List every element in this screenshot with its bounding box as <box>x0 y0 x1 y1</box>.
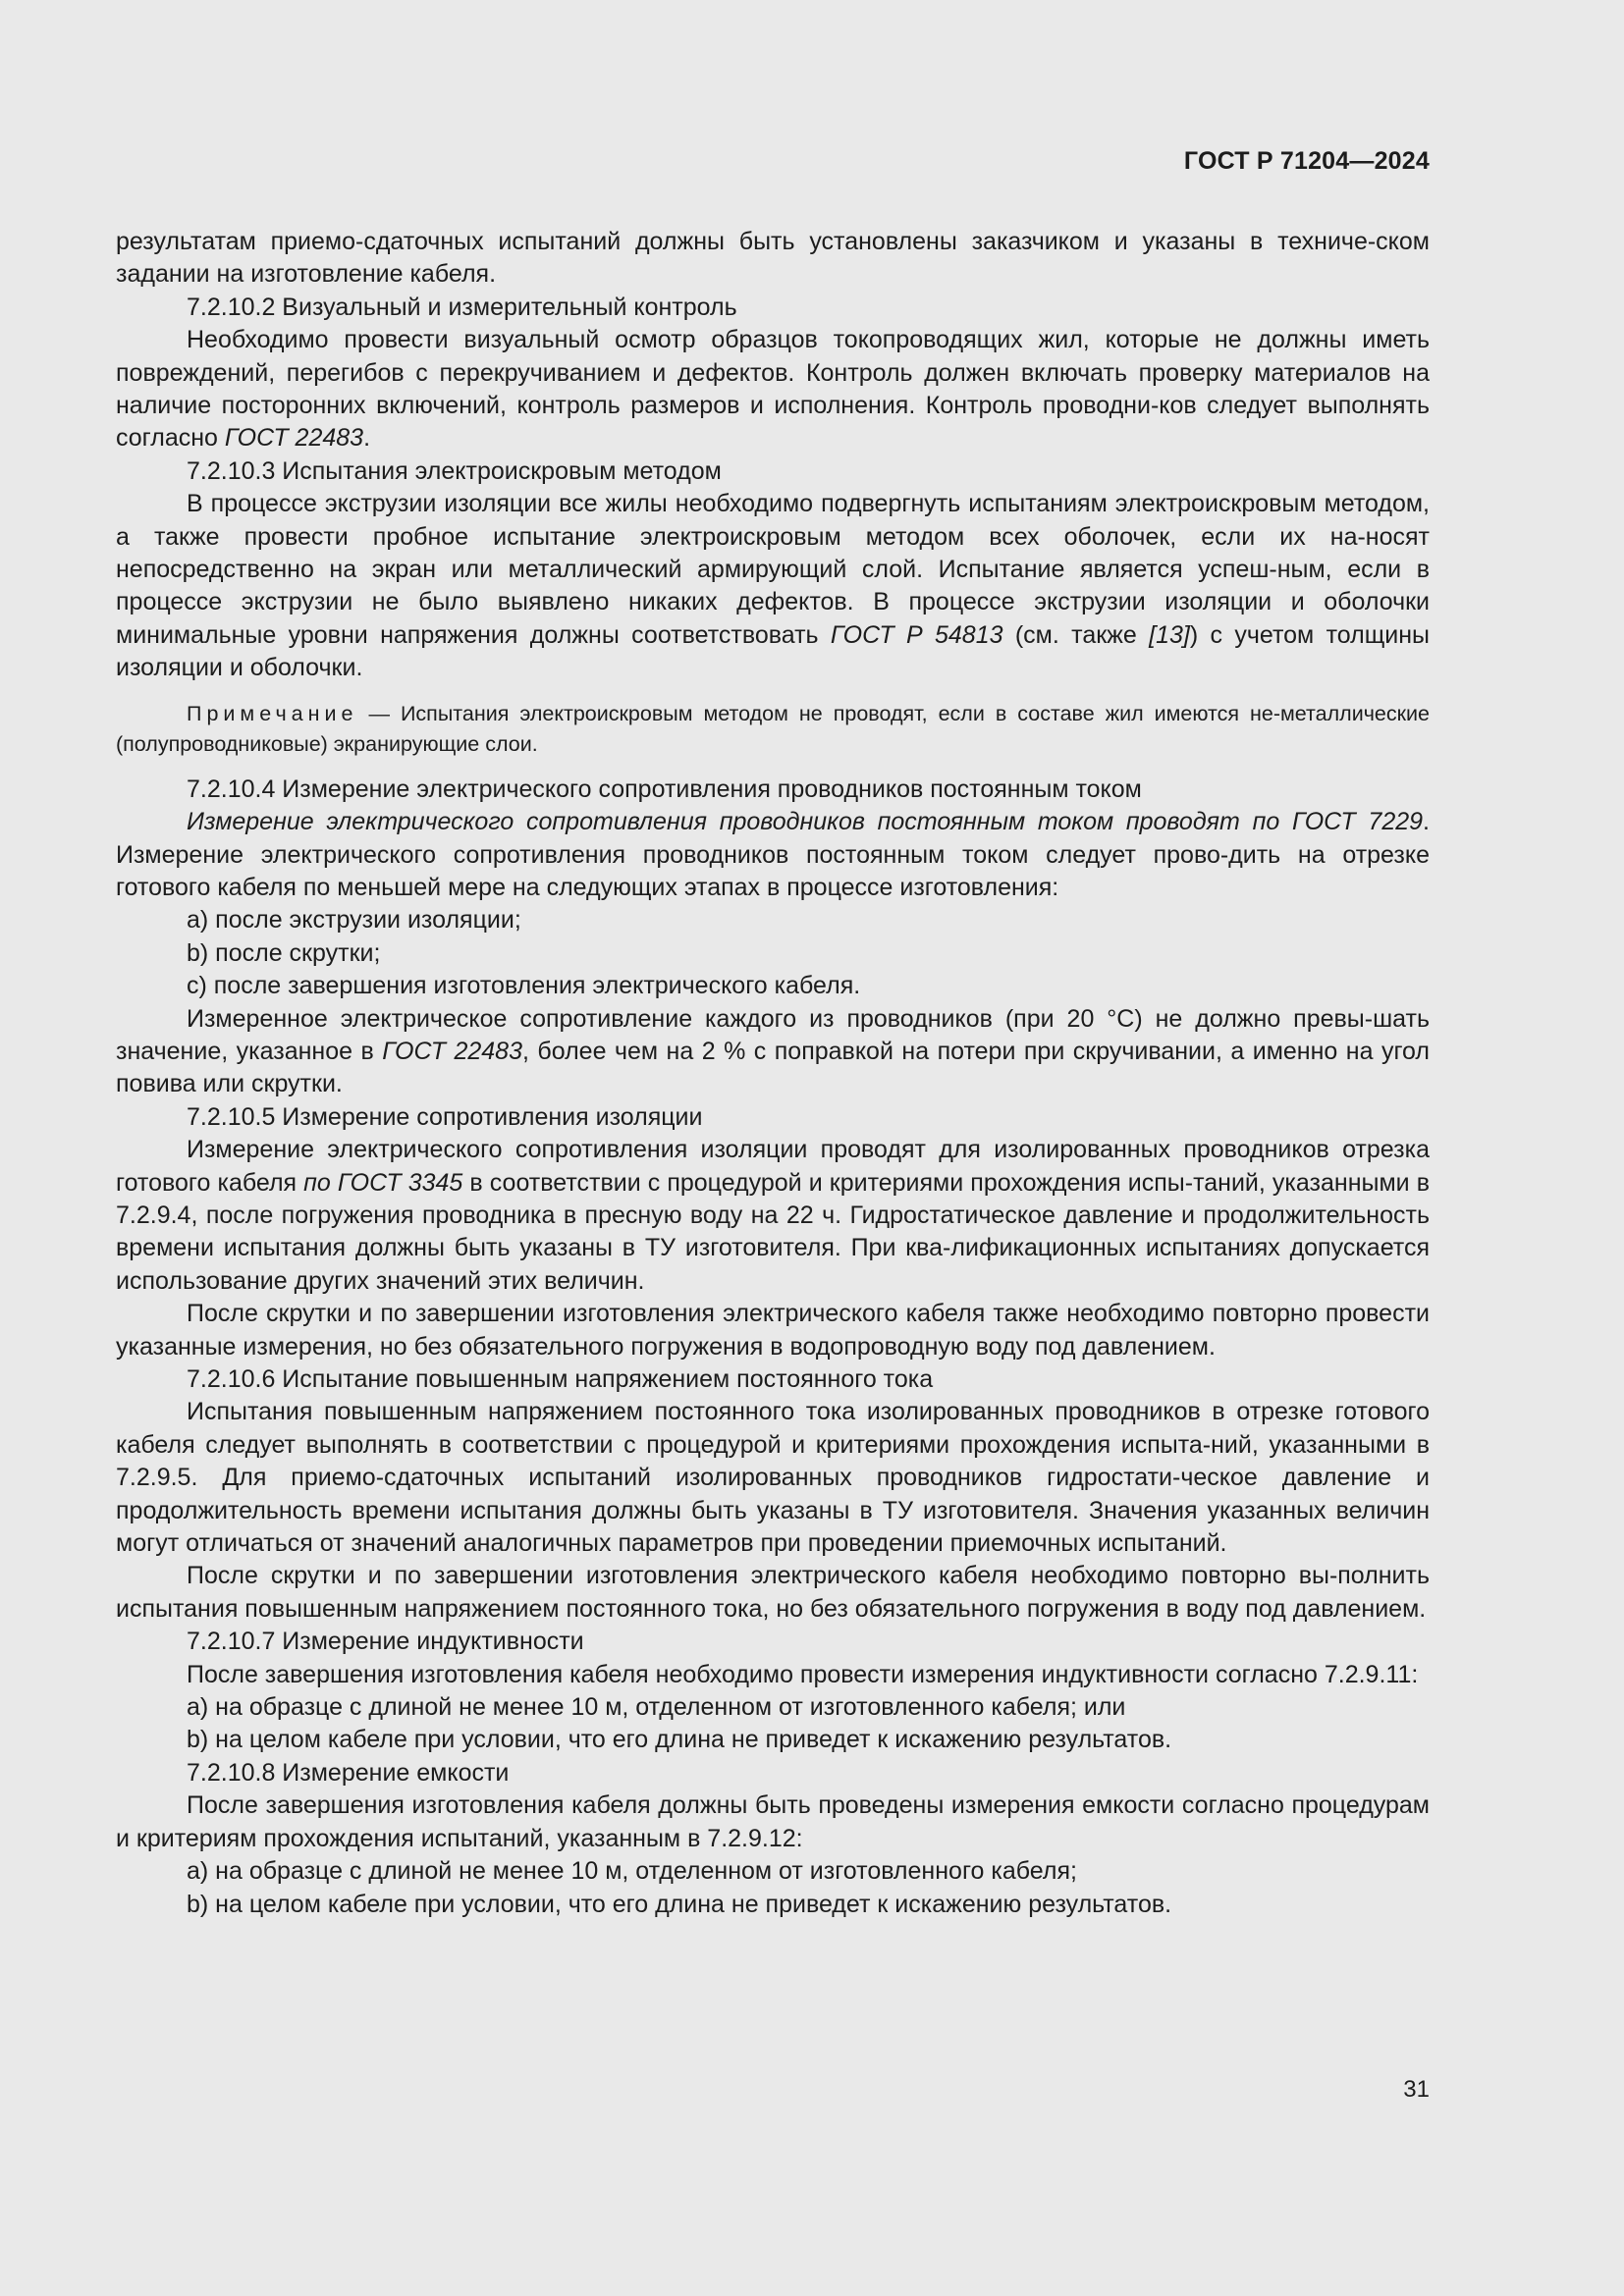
text-fragment: (см. также <box>1002 620 1150 649</box>
bibliography-reference: [13] <box>1149 620 1190 649</box>
section-heading-7-2-10-6: 7.2.10.6 Испытание повышенным напряжением постоянного тока <box>187 1365 934 1393</box>
page-number: 31 <box>1403 2076 1430 2103</box>
page-body <box>116 226 1430 1921</box>
list-item: a) после экструзии изоляции; <box>187 906 521 934</box>
paragraph-conductor-resistance <box>116 806 1430 904</box>
text-fragment: Измеренное электрическое сопротивление каждого из проводников (при 20 °C) не должно превы-шать значение, указанное в <box>116 1004 1430 1065</box>
paragraph-inductance: После завершения изготовления кабеля необходимо провести измерения индуктивности согласно 7.2.9.11: <box>187 1660 1419 1688</box>
list-item: b) на целом кабеле при условии, что его длина не приведет к искажению результатов. <box>187 1726 1172 1754</box>
section-heading-7-2-10-4: 7.2.10.4 Измерение электрического сопротивления проводников постоянным током <box>187 774 1142 803</box>
text-fragment: Измерение электрического сопротивления изоляции проводят для изолированных проводников отрезка готового кабеля <box>116 1136 1430 1197</box>
section-heading-7-2-10-8: 7.2.10.8 Измерение емкости <box>187 1758 510 1787</box>
text-fragment: Необходимо провести визуальный осмотр образцов токопроводящих жил, которые не должны иметь повреждений, перегибов с перекручиванием и дефектов. Контроль должен включать проверку материалов на наличие посторонних включений, контроль размеров и исполнения. Контроль проводни-ков следует выполнять согласно <box>116 326 1430 453</box>
paragraph-spark-test <box>116 488 1430 684</box>
text-fragment: , более чем на 2 % с поправкой на потери при скручивании, а именно на угол повива или скрутки. <box>116 1037 1430 1098</box>
text-fragment: . Измерение электрического сопротивления проводников постоянным током следует прово-дить на отрезке готового кабеля по меньшей мере на следующих этапах в процессе изготовления: <box>116 808 1430 901</box>
text-fragment: . <box>363 424 371 453</box>
list-item: c) после завершения изготовления электрического кабеля. <box>187 972 861 1000</box>
note-dash: — <box>357 701 401 725</box>
section-heading-7-2-10-2: 7.2.10.2 Визуальный и измерительный контроль <box>187 293 737 321</box>
text-fragment: в соответствии с процедурой и критериями прохождения испы-таний, указанными в 7.2.9.4, после погружения проводника в пресную воду на 22 ч. Гидростатическое давление и продолжительность времени испытания должны быть указаны в ТУ изготовителя. При ква-лификационных испытаниях допускается использование других значений этих величин. <box>116 1168 1430 1295</box>
document-header-id: ГОСТ Р 71204—2024 <box>1183 147 1430 175</box>
list-item: a) на образце с длиной не менее 10 м, отделенном от изготовленного кабеля; <box>187 1857 1077 1886</box>
italic-text: Измерение электрического сопротивления проводников постоянным током проводят по ГОСТ 7229 <box>187 808 1424 836</box>
section-heading-7-2-10-3: 7.2.10.3 Испытания электроискровым методом <box>187 456 722 485</box>
paragraph-continuation: результатам приемо-сдаточных испытаний должны быть установлены заказчиком и указаны в техниче-ском задании на изготовление кабеля. <box>116 228 1430 289</box>
section-heading-7-2-10-7: 7.2.10.7 Измерение индуктивности <box>187 1628 584 1656</box>
paragraph-dc-voltage-test: Испытания повышенным напряжением постоянного тока изолированных проводников в отрезке готового кабеля следует выполнять в соответствии с процедурой и критериями прохождения испыта-ний, указанными в 7.2.9.5. Для приемо-сдаточных испытаний изолированных проводников гидростати-ческое давление и продолжительность времени испытания должны быть указаны в ТУ изготовителя. Значения указанных величин могут отличаться от значений аналогичных параметров при проведении приемочных испытаний. <box>116 1398 1430 1558</box>
standard-reference: по ГОСТ 3345 <box>303 1168 463 1197</box>
list-item: b) на целом кабеле при условии, что его длина не приведет к искажению результатов. <box>187 1890 1172 1918</box>
paragraph-insulation-resistance <box>116 1134 1430 1298</box>
list-item: b) после скрутки; <box>187 938 381 967</box>
text-fragment: ) с учетом толщины изоляции и оболочки. <box>116 620 1431 682</box>
paragraph-dc-voltage-repeat: После скрутки и по завершении изготовления электрического кабеля необходимо повторно вы-полнить испытания повышенным напряжением постоянного тока, но без обязательного погружения в воду под давлением. <box>116 1562 1430 1623</box>
paragraph-repeat-measurements: После скрутки и по завершении изготовления электрического кабеля также необходимо повторно провести указанные измерения, но без обязательного погружения в водопроводную воду под давлением. <box>116 1300 1430 1361</box>
standard-reference: ГОСТ Р 54813 <box>830 620 1003 649</box>
note-paragraph <box>116 699 1430 760</box>
note-label: Примечание <box>187 701 358 725</box>
list-item: a) на образце с длиной не менее 10 м, отделенном от изготовленного кабеля; или <box>187 1693 1126 1722</box>
text-fragment: В процессе экструзии изоляции все жилы необходимо подвергнуть испытаниям электроискровым методом, а также провести пробное испытание электроискровым методом всех оболочек, если их на-носят непосредственно на экран или металлический армирующий слой. Испытание является успеш-ным, если в процессе экструзии не было выявлено никаких дефектов. В процессе экструзии изоляции и оболочки минимальные уровни напряжения должны соответствовать <box>116 490 1430 649</box>
paragraph-resistance-limit <box>116 1003 1430 1101</box>
note-text: Испытания электроискровым методом не проводят, если в составе жил имеются не-металлические (полупроводниковые) экранирующие слои. <box>116 701 1430 756</box>
standard-reference: ГОСТ 22483 <box>382 1037 522 1065</box>
section-heading-7-2-10-5: 7.2.10.5 Измерение сопротивления изоляции <box>187 1102 703 1131</box>
paragraph-visual-control <box>116 324 1430 455</box>
standard-reference: ГОСТ 22483 <box>224 424 364 453</box>
paragraph-capacitance: После завершения изготовления кабеля должны быть проведены измерения емкости согласно процедурам и критериям прохождения испытаний, указанным в 7.2.9.12: <box>116 1791 1430 1852</box>
